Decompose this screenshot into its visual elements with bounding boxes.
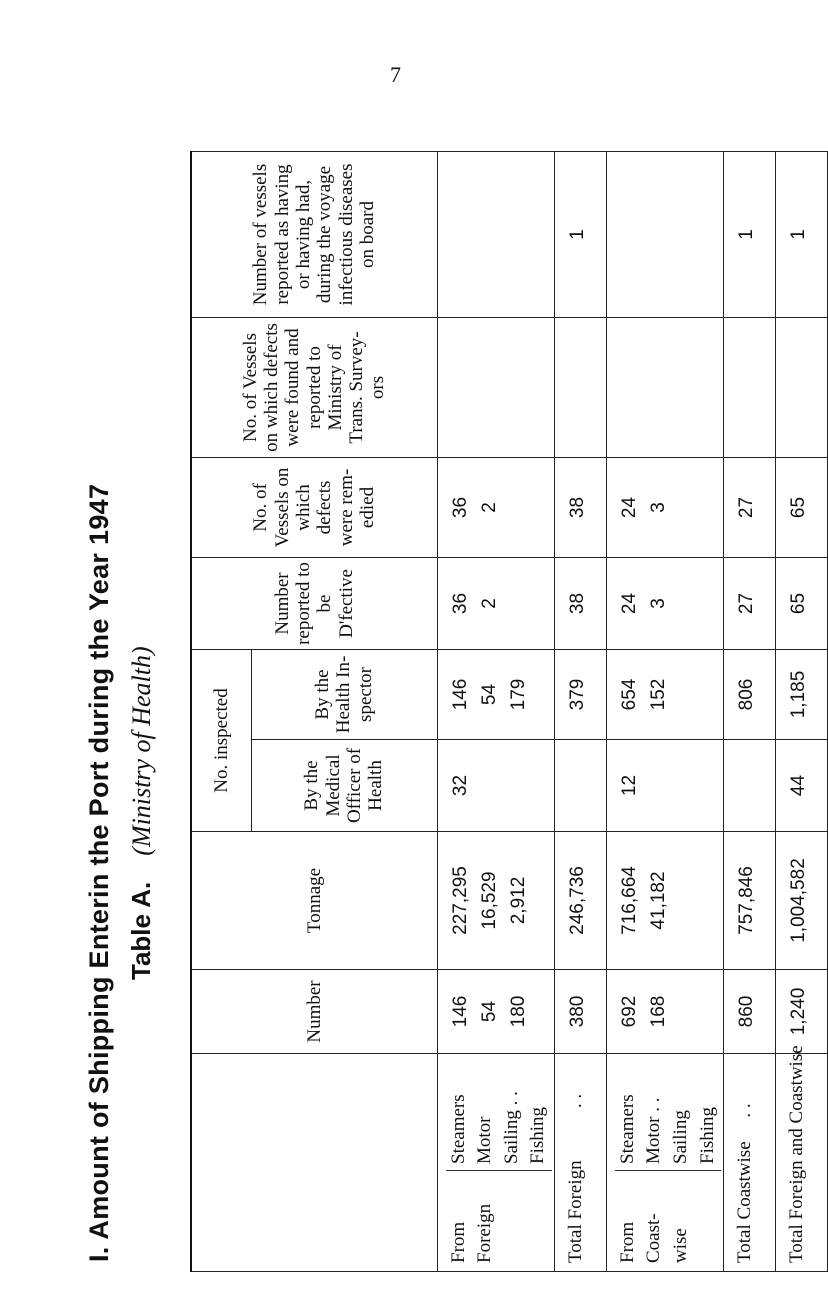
coastwise-remedied (606, 457, 723, 557)
cell-value: 24 (618, 592, 640, 615)
coastwise-description (606, 1054, 723, 1272)
leader-dots: . . (564, 1093, 586, 1109)
cell-value: 24 (618, 496, 640, 519)
cell-value: 654 (618, 678, 640, 711)
coastwise-origin: From Coast- wise (616, 1213, 692, 1263)
coastwise-defective (606, 557, 723, 649)
header-blank (191, 1054, 437, 1272)
cell-value: 2 (478, 598, 500, 609)
cell-value: 716,664 (618, 866, 640, 935)
table-row (554, 151, 606, 1271)
coastwise-number (606, 970, 723, 1054)
row-label: Total Coastwise (734, 1141, 756, 1263)
total-foreign-tonnage: 246,736 (554, 832, 606, 970)
total-foreign-defective: 38 (554, 557, 606, 649)
foreign-remedied (437, 457, 554, 557)
table-note: (Ministry of Health) (127, 646, 156, 856)
foreign-number (437, 970, 554, 1054)
total-coastwise-inspector: 806 (724, 649, 776, 739)
cell-value: 36 (449, 592, 471, 615)
foreign-ministry (437, 317, 554, 457)
total-coastwise-defective: 27 (724, 557, 776, 649)
table-label: Table A. (126, 881, 156, 980)
total-coastwise-ministry (724, 317, 776, 457)
foreign-defective (437, 557, 554, 649)
header-defective: Number reported to be D'fective (191, 557, 437, 649)
foreign-origin: From Foreign (447, 1203, 496, 1263)
foreign-type: Motor (474, 1116, 496, 1164)
total-coastwise-infectious: 1 (724, 151, 776, 317)
cell-value: 3 (648, 598, 670, 609)
total-all-number: 1,240 (776, 970, 828, 1054)
shipping-grid (190, 151, 828, 1272)
cell-value: 2 (478, 502, 500, 513)
cell-value: 227,295 (449, 866, 471, 935)
coastwise-infectious (606, 151, 723, 317)
total-all-infectious: 1 (776, 151, 828, 317)
total-coastwise-remedied: 27 (724, 457, 776, 557)
total-all-ministry (776, 317, 828, 457)
total-all-label: Total Foreign and Coastwise (776, 1054, 828, 1272)
cell-value: 32 (449, 774, 471, 797)
table-row (724, 151, 776, 1271)
total-coastwise-tonnage: 757,846 (724, 832, 776, 970)
total-coastwise-label (724, 1054, 776, 1272)
foreign-mo (437, 740, 554, 832)
total-foreign-inspector: 379 (554, 649, 606, 739)
coastwise-ministry (606, 317, 723, 457)
cell-value: 36 (449, 496, 471, 519)
coastwise-type: Sailing (670, 1110, 692, 1164)
shipping-table (190, 152, 810, 1272)
cell-value: 179 (508, 678, 530, 711)
header-infectious: Number of vessels reported as having or having had, during the voyage infectious diseases on board (191, 151, 437, 317)
cell-value: 168 (648, 995, 670, 1028)
total-foreign-remedied: 38 (554, 457, 606, 557)
foreign-type: Steamers (447, 1094, 469, 1164)
total-foreign-mo (554, 740, 606, 832)
foreign-inspector (437, 649, 554, 739)
cell-value: 146 (449, 678, 471, 711)
total-all-mo: 44 (776, 740, 828, 832)
total-foreign-ministry (554, 317, 606, 457)
header-ministry: No. of Vessels on which defects were found and reported to Ministry of Trans. Survey- ors (191, 317, 437, 457)
header-remedied: No. of Vessels on which defects were rem- edied (191, 457, 437, 557)
foreign-type: Fishing (527, 1106, 549, 1164)
total-all-tonnage: 1,004,582 (776, 832, 828, 970)
coastwise-tonnage (606, 832, 723, 970)
foreign-description (437, 1054, 554, 1272)
cell-value: 180 (508, 995, 530, 1028)
total-coastwise-number: 860 (724, 970, 776, 1054)
total-foreign-label (554, 1054, 606, 1272)
cell-value: 692 (618, 995, 640, 1028)
table-title (78, 0, 168, 1309)
header-number: Number (191, 970, 437, 1054)
header-by-mo: By the Medical Officer of Health (251, 740, 437, 832)
coastwise-inspector (606, 649, 723, 739)
cell-value: 152 (648, 678, 670, 711)
cell-value: 16,529 (478, 871, 500, 930)
header-inspected: No. inspected (191, 649, 251, 831)
total-foreign-infectious: 1 (554, 151, 606, 317)
main-title: I. Amount of Shipping Enterin the Port during the Year 1947 (84, 483, 114, 1262)
total-all-remedied: 65 (776, 457, 828, 557)
cell-value: 3 (648, 502, 670, 513)
header-tonnage: Tonnage (191, 832, 437, 970)
cell-value: 54 (478, 1000, 500, 1023)
leader-dots: . . (734, 1103, 756, 1118)
total-foreign-number: 380 (554, 970, 606, 1054)
cell-value: 12 (618, 774, 640, 797)
page-number: 7 (390, 62, 401, 87)
foreign-type: Sailing . . (500, 1091, 522, 1164)
table-row (776, 151, 828, 1271)
subtitle (126, 646, 157, 980)
cell-value: 2,912 (508, 876, 530, 925)
cell-value: 41,182 (648, 871, 670, 930)
coastwise-mo (606, 740, 723, 832)
cell-value: 54 (478, 683, 500, 706)
row-label: Total Foreign (564, 1160, 586, 1263)
total-all-inspector: 1,185 (776, 649, 828, 739)
coastwise-type: Steamers (616, 1094, 638, 1164)
table-row (606, 151, 723, 1271)
foreign-tonnage (437, 832, 554, 970)
header-by-inspector: By the Health In- spector (251, 649, 437, 739)
coastwise-type: Fishing (696, 1106, 718, 1164)
cell-value: 146 (449, 995, 471, 1028)
total-all-defective: 65 (776, 557, 828, 649)
total-coastwise-mo (724, 740, 776, 832)
coastwise-type: Motor . . (643, 1097, 665, 1164)
foreign-infectious (437, 151, 554, 317)
table-row (437, 151, 554, 1271)
